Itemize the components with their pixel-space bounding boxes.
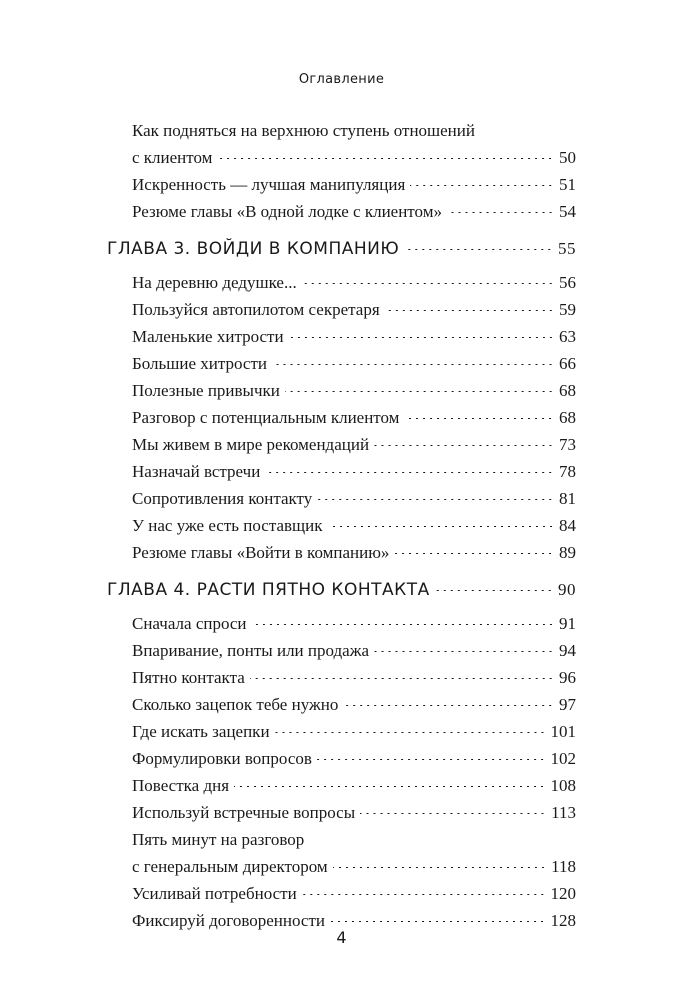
toc-page-number: 51: [559, 175, 576, 194]
dot-leader: [250, 678, 554, 679]
toc-chapter-heading: [107, 576, 576, 604]
toc-entry-title: Резюме главы «В одной лодке с клиентом»: [132, 202, 442, 221]
dot-leader: [302, 283, 554, 284]
toc-entry-title: ГЛАВА 4. РАСТИ ПЯТНО КОНТАКТА: [107, 580, 430, 600]
toc-page-number: 108: [550, 776, 576, 795]
dot-leader: [317, 759, 546, 760]
table-of-contents: [107, 117, 576, 934]
toc-entry: [107, 539, 576, 566]
toc-entry-title: Фиксируй договоренности: [132, 911, 325, 930]
dot-leader: [289, 337, 554, 338]
toc-page-number: 91: [559, 614, 576, 633]
toc-page-number: 102: [550, 749, 576, 768]
toc-entry-title: Искренность — лучшая манипуляция: [132, 175, 406, 194]
toc-entry-title: с клиентом: [132, 148, 213, 167]
toc-entry: [107, 171, 576, 198]
toc-page-number: 56: [559, 273, 576, 292]
dot-leader: [404, 249, 553, 250]
toc-entry-title: с генеральным директором: [132, 857, 328, 876]
toc-entry: [107, 458, 576, 485]
dot-leader: [317, 499, 554, 500]
toc-entry: [107, 691, 576, 718]
toc-chapter-heading: [107, 235, 576, 263]
toc-entry-title: Как подняться на верхнюю ступень отношений: [132, 121, 475, 140]
toc-entry-title: ГЛАВА 3. ВОЙДИ В КОМПАНИЮ: [107, 239, 400, 259]
toc-page-number: 113: [551, 803, 576, 822]
toc-entry: [107, 610, 576, 637]
toc-page-number: 73: [559, 435, 576, 454]
toc-entry-title: Назначай встречи: [132, 462, 261, 481]
toc-entry: [107, 296, 576, 323]
dot-leader: [360, 813, 546, 814]
dot-leader: [435, 590, 553, 591]
toc-entry-title: Пользуйся автопилотом секретаря: [132, 300, 380, 319]
toc-entry-title: Пять минут на разговор: [132, 830, 305, 849]
toc-entry: [107, 880, 576, 907]
toc-entry: [107, 637, 576, 664]
toc-entry: [107, 431, 576, 458]
toc-page-number: 50: [559, 148, 576, 167]
toc-entry: [107, 144, 576, 171]
toc-entry-title: Формулировки вопросов: [132, 749, 312, 768]
dot-leader: [272, 364, 554, 365]
toc-page-number: 97: [559, 695, 576, 714]
dot-leader: [410, 185, 554, 186]
dot-leader: [265, 472, 554, 473]
toc-entry-title: Маленькие хитрости: [132, 327, 284, 346]
toc-page-number: 118: [551, 857, 576, 876]
dot-leader: [394, 553, 554, 554]
toc-entry: [107, 485, 576, 512]
toc-entry: [107, 718, 576, 745]
toc-page-number: 101: [550, 722, 576, 741]
dot-leader: [275, 732, 546, 733]
toc-entry-title: Впаривание, понты или продажа: [132, 641, 369, 660]
toc-page-number: 63: [559, 327, 576, 346]
toc-entry: [107, 269, 576, 296]
dot-leader: [217, 158, 554, 159]
dot-leader: [285, 391, 554, 392]
dot-leader: [330, 921, 546, 922]
toc-page-number: 66: [559, 354, 576, 373]
toc-entry-title: Резюме главы «Войти в компанию»: [132, 543, 390, 562]
toc-page-number: 90: [558, 580, 576, 599]
toc-page-number: 96: [559, 668, 576, 687]
toc-entry-title: Используй встречные вопросы: [132, 803, 356, 822]
toc-entry: [107, 772, 576, 799]
toc-entry: [107, 853, 576, 880]
toc-entry: [107, 198, 576, 225]
toc-entry-title: Большие хитрости: [132, 354, 267, 373]
toc-page-number: 55: [558, 239, 576, 258]
toc-page-number: 68: [559, 408, 576, 427]
toc-page-number: 120: [550, 884, 576, 903]
toc-entry-title: Усиливай потребности: [132, 884, 297, 903]
toc-entry: [107, 826, 576, 853]
dot-leader: [333, 867, 546, 868]
dot-leader: [374, 445, 554, 446]
toc-page-number: 78: [559, 462, 576, 481]
dot-leader: [302, 894, 546, 895]
page-number: 4: [336, 928, 347, 947]
dot-leader: [374, 651, 554, 652]
toc-entry-title: Сколько зацепок тебе нужно: [132, 695, 339, 714]
toc-entry-title: Полезные привычки: [132, 381, 280, 400]
toc-entry-title: Пятно контакта: [132, 668, 245, 687]
toc-page-number: 54: [559, 202, 576, 221]
toc-page-number: 59: [559, 300, 576, 319]
running-head: Оглавление: [298, 72, 385, 87]
toc-entry-title: Повестка дня: [132, 776, 230, 795]
toc-entry: [107, 350, 576, 377]
toc-entry: [107, 117, 576, 144]
toc-page-number: 94: [559, 641, 576, 660]
dot-leader: [447, 212, 554, 213]
toc-entry-title: Сопротивления контакту: [132, 489, 313, 508]
dot-leader: [343, 705, 554, 706]
toc-entry-title: Мы живем в мире рекомендаций: [132, 435, 370, 454]
toc-entry-title: Где искать зацепки: [132, 722, 270, 741]
toc-entry-title: Сначала спроси: [132, 614, 247, 633]
toc-page-number: 128: [550, 911, 576, 930]
toc-entry: [107, 799, 576, 826]
toc-entry: [107, 323, 576, 350]
toc-entry: [107, 377, 576, 404]
toc-page-number: 84: [559, 516, 576, 535]
toc-entry: [107, 404, 576, 431]
dot-leader: [385, 310, 554, 311]
toc-entry-title: Разговор с потенциальным клиентом: [132, 408, 400, 427]
dot-leader: [404, 418, 554, 419]
toc-page-number: 68: [559, 381, 576, 400]
toc-entry-title: У нас уже есть поставщик: [132, 516, 323, 535]
toc-page-number: 81: [559, 489, 576, 508]
dot-leader: [234, 786, 545, 787]
dot-leader: [328, 526, 555, 527]
toc-entry: [107, 664, 576, 691]
toc-entry: [107, 745, 576, 772]
toc-entry-title: На деревню дедушке...: [132, 273, 297, 292]
dot-leader: [252, 624, 554, 625]
toc-page-number: 89: [559, 543, 576, 562]
toc-entry: [107, 512, 576, 539]
